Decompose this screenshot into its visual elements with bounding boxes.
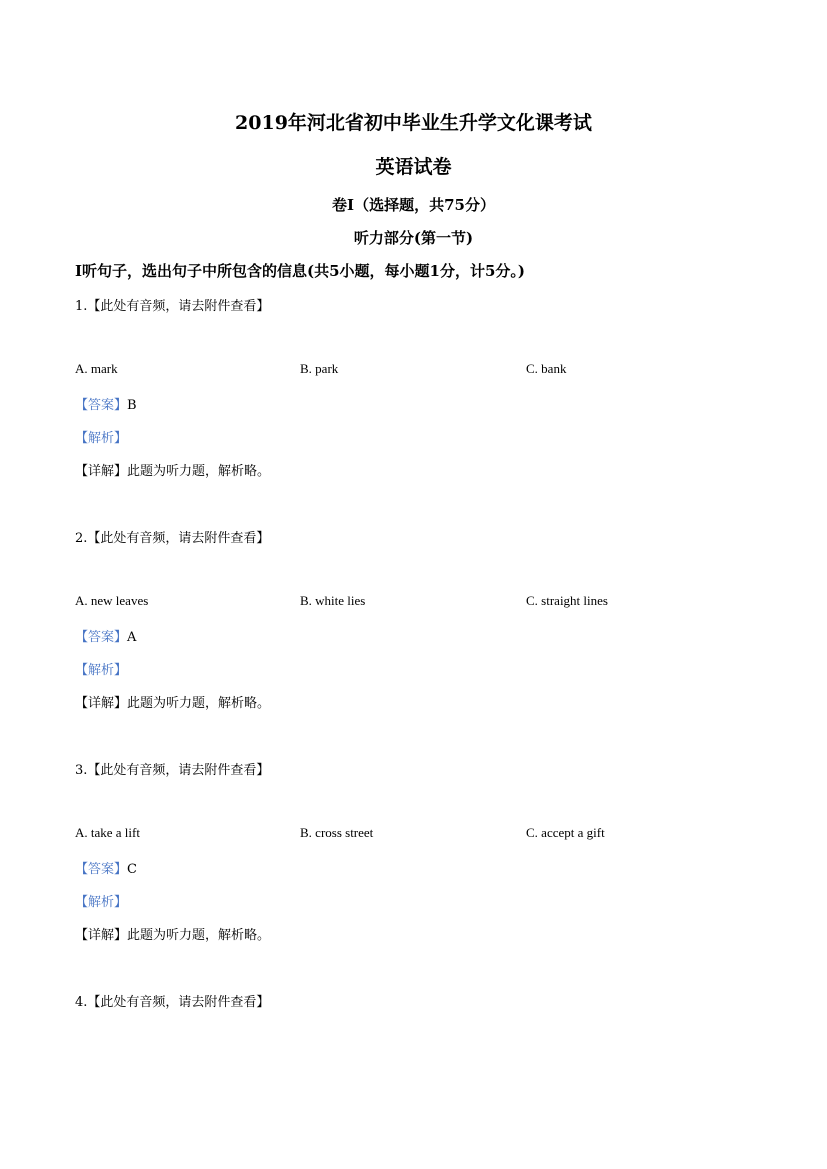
option-b: B. park	[300, 361, 339, 376]
analysis-tag: 【解析】	[75, 431, 128, 446]
volume-heading: 卷Ⅰ（选择题，共75分）	[332, 196, 495, 214]
answer-line	[75, 858, 137, 877]
answer-value: A	[127, 630, 137, 645]
option-c: C. bank	[526, 361, 567, 376]
detail-text: 【详解】此题为听力题，解析略。	[75, 464, 271, 479]
exam-subtitle: 英语试卷	[375, 156, 452, 178]
option-b: B. cross street	[300, 825, 374, 840]
question-prompt: 3.【此处有音频，请去附件查看】	[75, 763, 270, 778]
answer-value: C	[127, 862, 137, 877]
detail-text: 【详解】此题为听力题，解析略。	[75, 696, 271, 711]
question-prompt: 4.【此处有音频，请去附件查看】	[75, 995, 270, 1010]
exam-title: 2019年河北省初中毕业生升学文化课考试	[235, 112, 592, 134]
analysis-tag: 【解析】	[75, 663, 128, 678]
answer-line	[75, 626, 136, 645]
answer-tag: 【答案】	[75, 630, 128, 645]
question-prompt: 1.【此处有音频，请去附件查看】	[75, 299, 270, 314]
option-c: C. accept a gift	[526, 825, 605, 840]
section-instruction: Ⅰ听句子，选出句子中所包含的信息(共5小题，每小题1分，计5分。)	[75, 262, 526, 280]
option-a: A. mark	[75, 361, 118, 376]
question-prompt: 2.【此处有音频，请去附件查看】	[75, 531, 270, 546]
option-c: C. straight lines	[526, 593, 608, 608]
option-a: A. take a lift	[75, 825, 140, 840]
part-heading: 听力部分(第一节)	[353, 229, 474, 247]
analysis-tag: 【解析】	[75, 895, 128, 910]
answer-tag: 【答案】	[75, 398, 128, 413]
answer-line	[75, 394, 137, 413]
detail-text: 【详解】此题为听力题，解析略。	[75, 928, 271, 943]
answer-tag: 【答案】	[75, 862, 128, 877]
option-b: B. white lies	[300, 593, 366, 608]
option-a: A. new leaves	[75, 593, 149, 608]
answer-value: B	[127, 398, 137, 413]
